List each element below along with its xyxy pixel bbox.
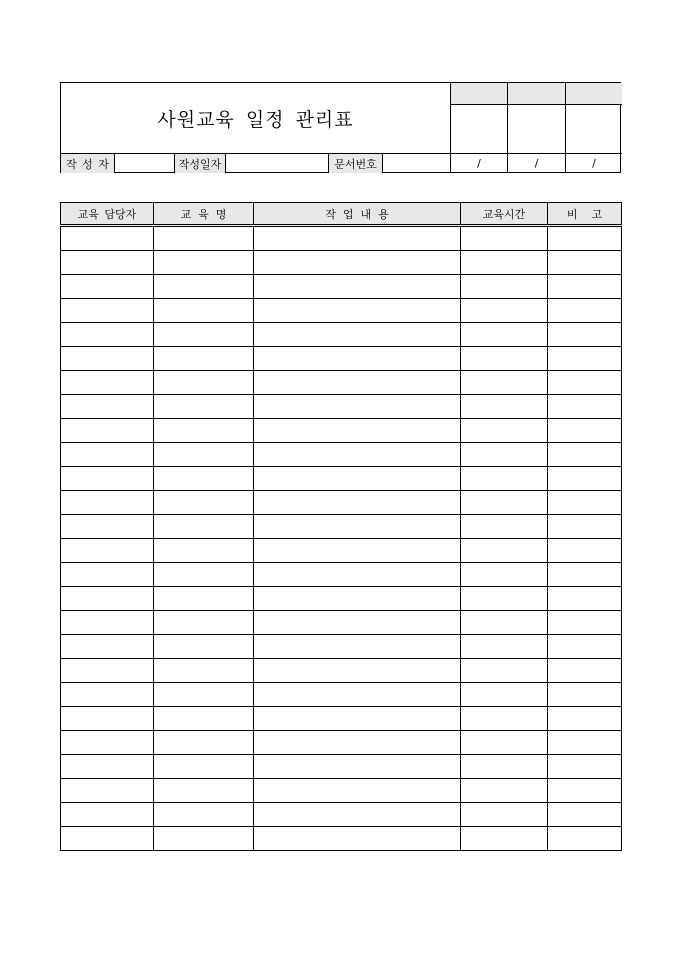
docno-field[interactable]	[383, 154, 450, 173]
table-row	[61, 803, 622, 827]
docno-label-text: 문서번호	[334, 157, 377, 171]
table-cell[interactable]	[154, 491, 254, 515]
info-row	[61, 153, 450, 173]
table-cell[interactable]	[61, 275, 154, 299]
col-header-work-content: 작 업 내 용	[254, 203, 461, 226]
table-cell[interactable]	[254, 275, 461, 299]
table-cell[interactable]	[548, 611, 622, 635]
table-cell[interactable]	[154, 635, 254, 659]
table-cell[interactable]	[461, 275, 548, 299]
table-row	[61, 419, 622, 443]
table-cell[interactable]	[548, 659, 622, 683]
table-cell[interactable]	[154, 371, 254, 395]
table-cell[interactable]	[154, 299, 254, 323]
table-row	[61, 731, 622, 755]
table-cell[interactable]	[548, 515, 622, 539]
approval-stamp[interactable]	[451, 105, 507, 154]
table-row	[61, 827, 622, 851]
table-cell[interactable]	[154, 587, 254, 611]
table-cell[interactable]	[154, 443, 254, 467]
table-cell[interactable]	[61, 467, 154, 491]
author-label	[61, 154, 115, 173]
table-row	[61, 587, 622, 611]
table-cell[interactable]	[548, 539, 622, 563]
table-cell[interactable]	[548, 587, 622, 611]
table-row	[61, 659, 622, 683]
table-cell[interactable]	[154, 467, 254, 491]
table-cell[interactable]	[461, 659, 548, 683]
table-cell[interactable]	[548, 755, 622, 779]
table-cell[interactable]	[548, 731, 622, 755]
table-cell[interactable]	[61, 251, 154, 275]
table-cell[interactable]	[254, 491, 461, 515]
table-row	[61, 635, 622, 659]
date-label	[175, 154, 226, 173]
table-cell[interactable]	[548, 275, 622, 299]
col-header-course-name: 교 육 명	[154, 203, 254, 226]
table-cell[interactable]	[61, 299, 154, 323]
table-row	[61, 491, 622, 515]
table-cell[interactable]	[61, 803, 154, 827]
table-cell[interactable]	[154, 323, 254, 347]
approval-head	[508, 83, 565, 105]
table-cell[interactable]	[154, 755, 254, 779]
table-cell[interactable]	[61, 731, 154, 755]
table-row	[61, 539, 622, 563]
table-row	[61, 515, 622, 539]
table-cell[interactable]	[254, 779, 461, 803]
table-cell[interactable]	[154, 347, 254, 371]
table-cell[interactable]	[254, 226, 461, 251]
table-cell[interactable]	[461, 827, 548, 851]
approval-box	[450, 83, 622, 172]
table-cell[interactable]	[254, 539, 461, 563]
table-cell[interactable]	[254, 803, 461, 827]
table-cell[interactable]	[154, 707, 254, 731]
col-header-remarks: 비 고	[548, 203, 622, 226]
table-cell[interactable]	[461, 371, 548, 395]
table-cell[interactable]	[154, 515, 254, 539]
table-cell[interactable]	[461, 323, 548, 347]
table-cell[interactable]	[254, 323, 461, 347]
table-cell[interactable]	[548, 395, 622, 419]
table-cell[interactable]	[548, 827, 622, 851]
approval-column	[566, 83, 622, 172]
table-cell[interactable]	[548, 491, 622, 515]
table-row	[61, 299, 622, 323]
table-cell[interactable]	[254, 299, 461, 323]
table-cell[interactable]	[61, 611, 154, 635]
table-cell[interactable]	[61, 707, 154, 731]
approval-head	[451, 83, 507, 105]
table-row	[61, 611, 622, 635]
table-cell[interactable]	[254, 563, 461, 587]
table-cell[interactable]	[154, 659, 254, 683]
approval-column	[508, 83, 566, 172]
table-cell[interactable]	[61, 635, 154, 659]
table-cell[interactable]	[548, 443, 622, 467]
table-cell[interactable]	[61, 755, 154, 779]
table-cell[interactable]	[461, 491, 548, 515]
table-cell[interactable]	[461, 587, 548, 611]
table-row	[61, 707, 622, 731]
table-cell[interactable]	[154, 251, 254, 275]
table-cell[interactable]	[254, 395, 461, 419]
table-cell[interactable]	[154, 827, 254, 851]
table-cell[interactable]	[254, 635, 461, 659]
table-cell[interactable]	[461, 539, 548, 563]
table-cell[interactable]	[461, 226, 548, 251]
table-body	[61, 226, 622, 851]
table-cell[interactable]	[461, 299, 548, 323]
table-cell[interactable]	[154, 419, 254, 443]
table-cell[interactable]	[461, 467, 548, 491]
table-cell[interactable]	[548, 467, 622, 491]
table-cell[interactable]	[61, 563, 154, 587]
table-cell[interactable]	[548, 371, 622, 395]
table-cell[interactable]	[254, 731, 461, 755]
table-cell[interactable]	[61, 226, 154, 251]
table-cell[interactable]	[61, 323, 154, 347]
table-cell[interactable]	[154, 226, 254, 251]
table-cell[interactable]	[61, 659, 154, 683]
table-cell[interactable]	[154, 611, 254, 635]
table-row	[61, 779, 622, 803]
approval-stamp[interactable]	[508, 105, 565, 154]
table-cell[interactable]	[548, 251, 622, 275]
table-cell[interactable]	[461, 395, 548, 419]
table-cell[interactable]	[548, 635, 622, 659]
table-cell[interactable]	[61, 683, 154, 707]
table-cell[interactable]	[548, 779, 622, 803]
table-cell[interactable]	[254, 419, 461, 443]
table-cell[interactable]	[61, 587, 154, 611]
table-cell[interactable]	[61, 419, 154, 443]
table-cell[interactable]	[254, 251, 461, 275]
approval-date[interactable]: /	[477, 157, 481, 170]
table-cell[interactable]	[254, 587, 461, 611]
date-label-text: 작성일자	[178, 157, 222, 171]
document-header	[60, 82, 621, 173]
table-cell[interactable]	[61, 395, 154, 419]
table-cell[interactable]	[548, 226, 622, 251]
table-cell[interactable]	[461, 515, 548, 539]
table-cell[interactable]	[61, 491, 154, 515]
table-cell[interactable]	[154, 779, 254, 803]
table-row	[61, 443, 622, 467]
table-cell[interactable]	[254, 467, 461, 491]
table-cell[interactable]	[548, 347, 622, 371]
table-row	[61, 467, 622, 491]
table-cell[interactable]	[61, 539, 154, 563]
approval-date[interactable]: /	[592, 157, 596, 170]
col-header-instructor: 교육 담당자	[61, 203, 154, 226]
title-area	[61, 83, 450, 153]
table-cell[interactable]	[254, 755, 461, 779]
table-cell[interactable]	[548, 323, 622, 347]
table-cell[interactable]	[548, 563, 622, 587]
table-cell[interactable]	[154, 563, 254, 587]
table-cell[interactable]	[461, 635, 548, 659]
table-cell[interactable]	[61, 371, 154, 395]
table-row	[61, 323, 622, 347]
table-cell[interactable]	[254, 611, 461, 635]
table-cell[interactable]	[461, 731, 548, 755]
table-row	[61, 563, 622, 587]
table-cell[interactable]	[154, 683, 254, 707]
table-cell[interactable]	[61, 827, 154, 851]
table-cell[interactable]	[548, 683, 622, 707]
table-cell[interactable]	[461, 755, 548, 779]
table-cell[interactable]	[461, 707, 548, 731]
author-label-text: 작 성 자	[66, 157, 109, 171]
table-row	[61, 371, 622, 395]
table-cell[interactable]	[461, 683, 548, 707]
table-row	[61, 347, 622, 371]
schedule-table	[60, 202, 622, 851]
table-cell[interactable]	[254, 515, 461, 539]
approval-date[interactable]: /	[534, 157, 539, 170]
author-field[interactable]	[115, 154, 175, 173]
table-cell[interactable]	[461, 347, 548, 371]
table-row	[61, 275, 622, 299]
table-cell[interactable]	[461, 443, 548, 467]
table-cell[interactable]	[461, 803, 548, 827]
table-row	[61, 755, 622, 779]
table-cell[interactable]	[254, 347, 461, 371]
table-cell[interactable]	[154, 731, 254, 755]
docno-label	[329, 154, 383, 173]
table-cell[interactable]	[548, 803, 622, 827]
table-cell[interactable]	[61, 443, 154, 467]
col-header-training-hours: 교육시간	[461, 203, 548, 226]
date-field[interactable]	[226, 154, 329, 173]
table-row	[61, 395, 622, 419]
table-row	[61, 226, 622, 251]
approval-head	[566, 83, 622, 105]
table-cell[interactable]	[154, 803, 254, 827]
table-cell[interactable]	[548, 419, 622, 443]
table-cell[interactable]	[254, 683, 461, 707]
table-row	[61, 683, 622, 707]
table-cell[interactable]	[154, 539, 254, 563]
table-cell[interactable]	[461, 251, 548, 275]
table-cell[interactable]	[461, 563, 548, 587]
table-cell[interactable]	[254, 707, 461, 731]
table-cell[interactable]	[548, 707, 622, 731]
table-cell[interactable]	[61, 515, 154, 539]
table-cell[interactable]	[254, 827, 461, 851]
approval-stamp[interactable]	[566, 105, 622, 154]
table-cell[interactable]	[461, 419, 548, 443]
table-cell[interactable]	[548, 299, 622, 323]
table-cell[interactable]	[254, 659, 461, 683]
table-cell[interactable]	[461, 611, 548, 635]
table-cell[interactable]	[154, 275, 254, 299]
table-cell[interactable]	[254, 443, 461, 467]
approval-column	[451, 83, 508, 172]
table-header-row	[61, 203, 622, 226]
table-cell[interactable]	[61, 779, 154, 803]
table-row	[61, 251, 622, 275]
table-cell[interactable]	[461, 779, 548, 803]
page-title: 사원교육 일정 관리표	[157, 108, 354, 131]
table-cell[interactable]	[154, 395, 254, 419]
table-cell[interactable]	[61, 347, 154, 371]
table-cell[interactable]	[254, 371, 461, 395]
